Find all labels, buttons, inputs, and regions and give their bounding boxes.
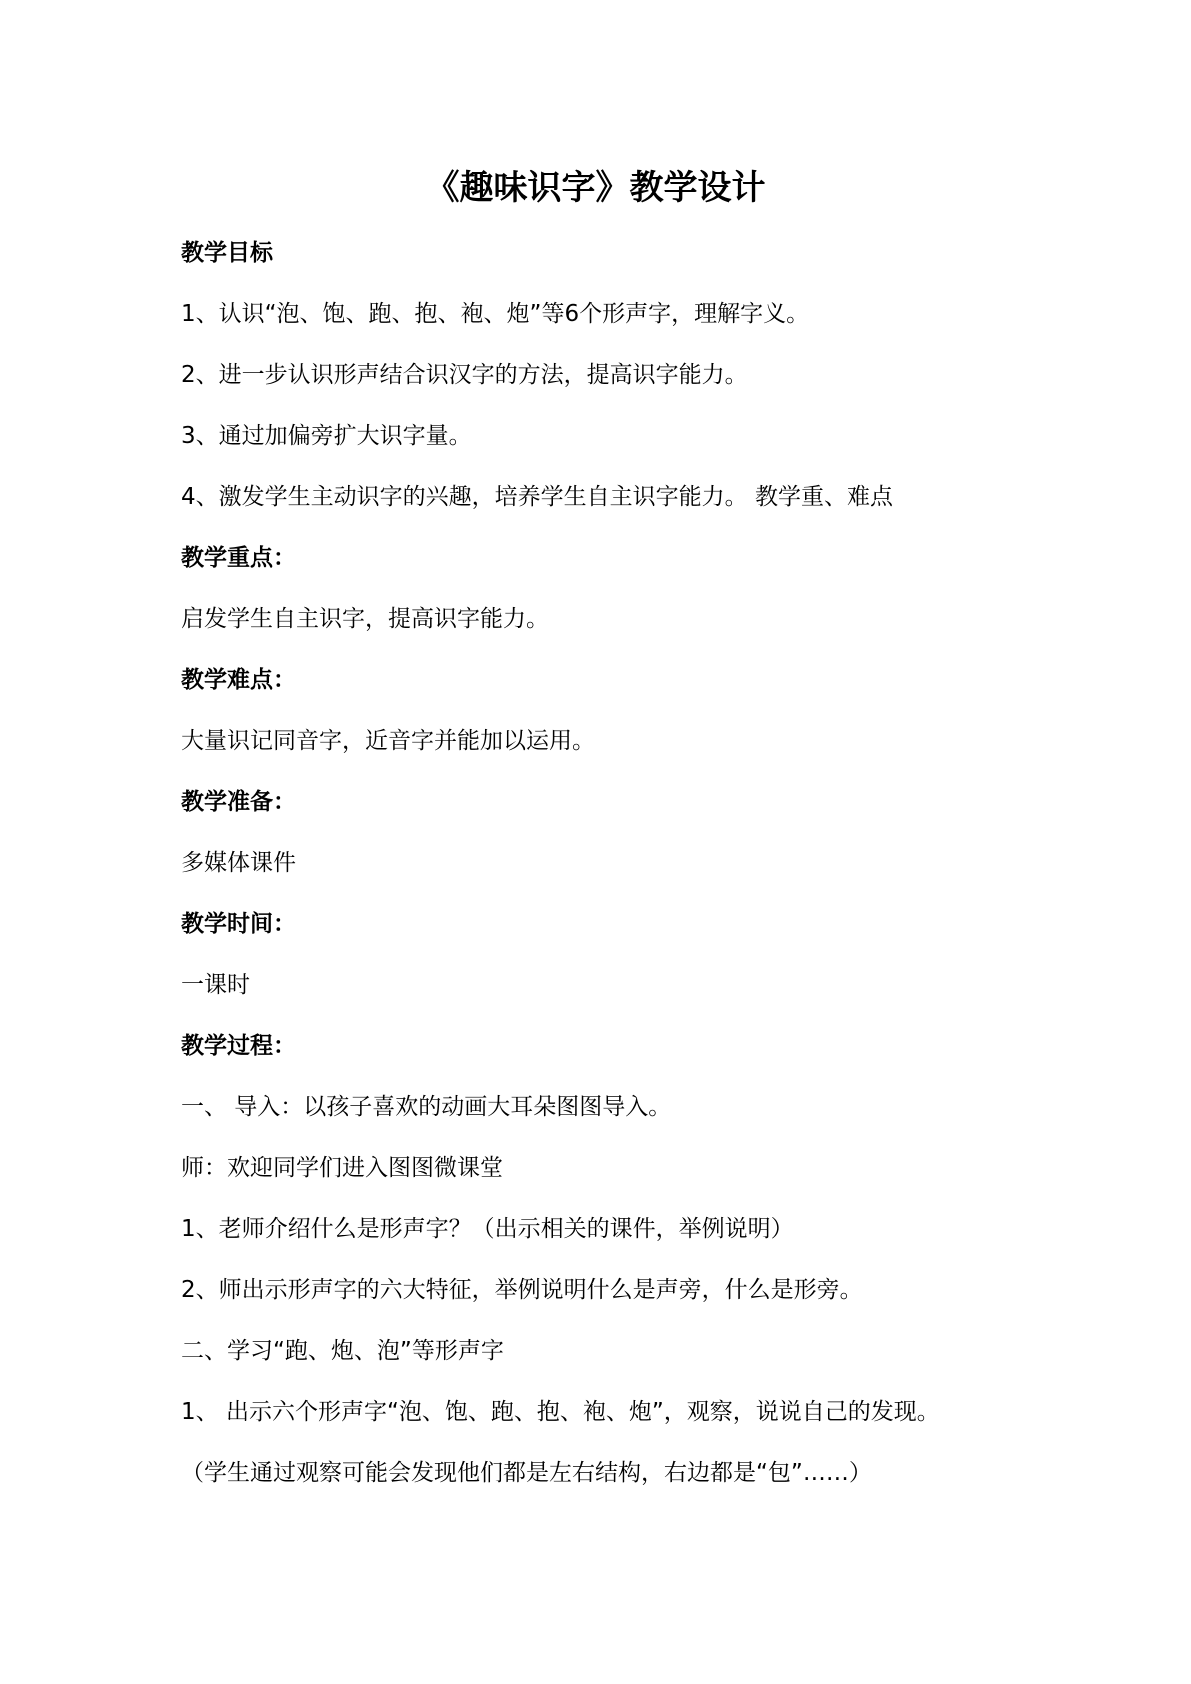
difficulties-text: 大量识记同音字，近音字并能加以运用。 bbox=[181, 728, 595, 754]
process-line-3: 1、老师介绍什么是形声字？（出示相关的课件，举例说明） bbox=[181, 1216, 794, 1242]
key-points-text: 启发学生自主识字，提高识字能力。 bbox=[181, 606, 549, 632]
process-line-7: （学生通过观察可能会发现他们都是左右结构，右边都是“包”……） bbox=[181, 1460, 872, 1486]
section-heading-time: 教学时间： bbox=[181, 911, 296, 937]
section-heading-objectives: 教学目标 bbox=[181, 240, 273, 266]
section-heading-preparation: 教学准备： bbox=[181, 789, 296, 815]
process-line-5: 二、学习“跑、炮、泡”等形声字 bbox=[181, 1338, 504, 1364]
process-line-4: 2、师出示形声字的六大特征，举例说明什么是声旁，什么是形旁。 bbox=[181, 1277, 863, 1303]
section-heading-process: 教学过程： bbox=[181, 1033, 296, 1059]
process-line-6: 1、 出示六个形声字“泡、饱、跑、抱、袍、炮”，观察，说说自己的发现。 bbox=[181, 1399, 940, 1425]
objective-line-2: 2、进一步认识形声结合识汉字的方法，提高识字能力。 bbox=[181, 362, 748, 388]
section-heading-key-points: 教学重点： bbox=[181, 545, 296, 571]
document-title: 《趣味识字》教学设计 bbox=[425, 168, 766, 208]
objective-line-4: 4、激发学生主动识字的兴趣，培养学生自主识字能力。 教学重、难点 bbox=[181, 484, 893, 510]
process-line-2: 师：欢迎同学们进入图图微课堂 bbox=[181, 1155, 503, 1181]
preparation-text: 多媒体课件 bbox=[181, 850, 296, 876]
process-line-1: 一、 导入：以孩子喜欢的动画大耳朵图图导入。 bbox=[181, 1094, 672, 1120]
objective-line-1: 1、认识“泡、饱、跑、抱、袍、炮”等6个形声字，理解字义。 bbox=[181, 301, 810, 327]
section-heading-difficulties: 教学难点： bbox=[181, 667, 296, 693]
time-text: 一课时 bbox=[181, 972, 250, 998]
objective-line-3: 3、通过加偏旁扩大识字量。 bbox=[181, 423, 472, 449]
